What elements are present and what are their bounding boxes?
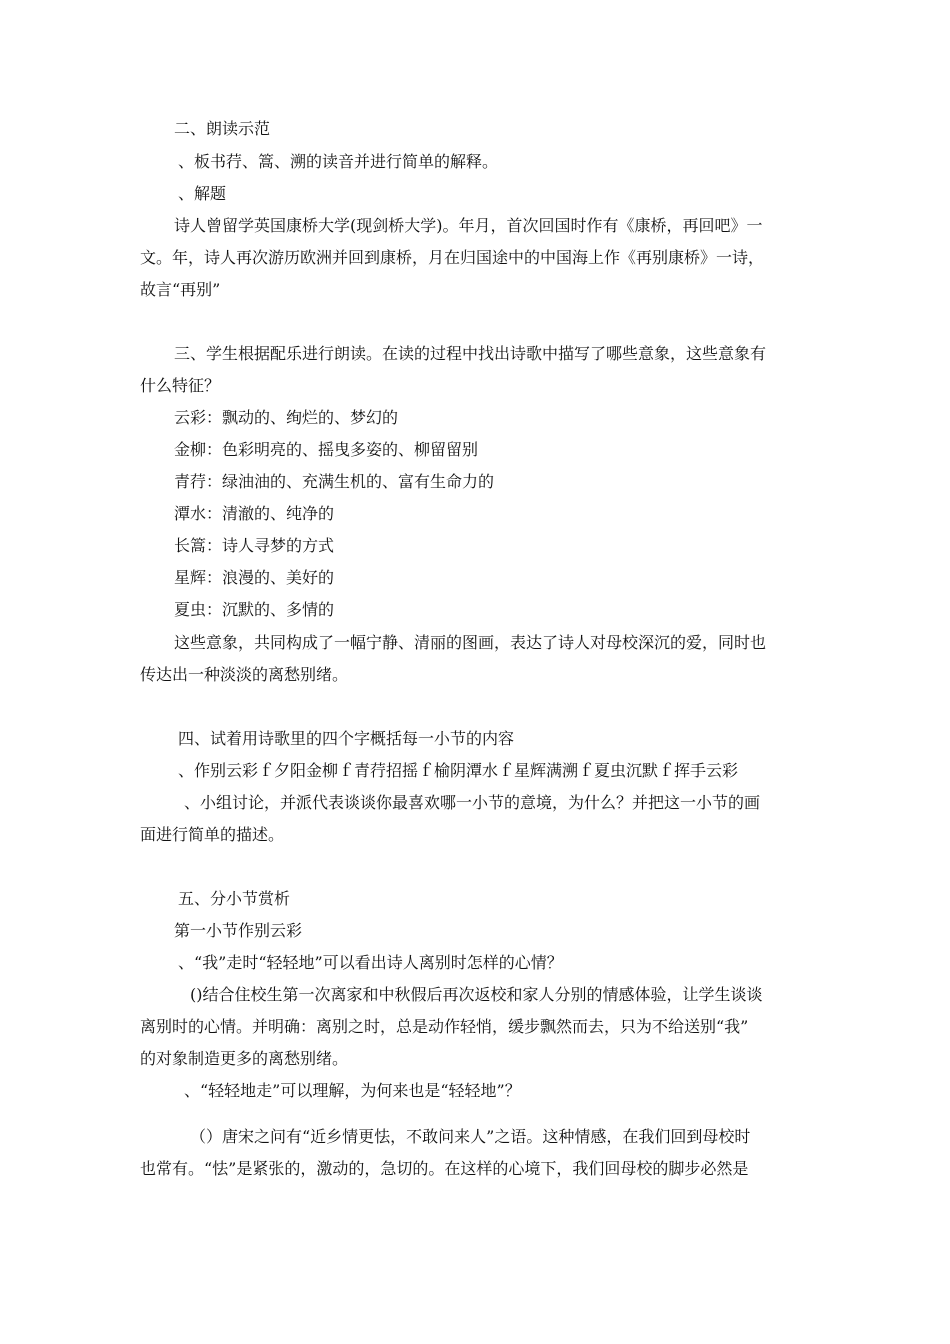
- heading-section-4: 四、试着用诗歌里的四个字概括每一小节的内容: [178, 729, 515, 748]
- text-line: 面进行简单的描述。: [140, 825, 285, 844]
- heading-section-2: 二、朗读示范: [174, 119, 271, 138]
- list-item: 云彩：飘动的、绚烂的、梦幻的: [174, 408, 399, 427]
- heading-section-5: 五、分小节赏析: [178, 889, 291, 908]
- text-line: 文。年，诗人再次游历欧洲并回到康桥，月在归国途中的中国海上作《再别康桥》一诗，: [140, 248, 765, 267]
- list-item: 潭水：清澈的、纯净的: [174, 504, 335, 523]
- text-line: 什么特征？: [140, 376, 221, 395]
- text-line: （）唐宋之问有“近乡情更怯，不敢问来人”之语。这种情感，在我们回到母校时: [190, 1127, 751, 1146]
- text-line: 、解题: [178, 184, 227, 203]
- text-line: 也常有。“怯”是紧张的，激动的，急切的。在这样的心境下，我们回母校的脚步必然是: [140, 1159, 749, 1178]
- subheading: 第一小节作别云彩: [174, 921, 303, 940]
- text-line: 、“我”走时“轻轻地”可以看出诗人离别时怎样的心情？: [178, 953, 563, 972]
- text-line: ()结合住校生第一次离家和中秋假后再次返校和家人分别的情感体验，让学生谈谈: [190, 985, 763, 1004]
- text-line: 离别时的心情。并明确：离别之时，总是动作轻悄，缓步飘然而去，只为不给送别“我”: [140, 1017, 749, 1036]
- text-line: 、小组讨论，并派代表谈谈你最喜欢哪一小节的意境，为什么？并把这一小节的画: [184, 793, 761, 812]
- heading-section-3: 三、学生根据配乐进行朗读。在读的过程中找出诗歌中描写了哪些意象，这些意象有: [174, 344, 767, 363]
- list-item: 金柳：色彩明亮的、摇曳多姿的、柳留留别: [174, 440, 479, 459]
- list-item: 青荇：绿油油的、充满生机的、富有生命力的: [174, 472, 495, 491]
- text-line: 、“轻轻地走”可以理解，为何来也是“轻轻地”？: [184, 1081, 521, 1100]
- text-line: 、板书荇、篙、溯的读音并进行简单的解释。: [178, 152, 499, 171]
- list-item: 夏虫：沉默的、多情的: [174, 600, 335, 619]
- text-line: 这些意象，共同构成了一幅宁静、清丽的图画，表达了诗人对母校深沉的爱，同时也: [174, 633, 767, 652]
- list-item: 星辉：浪漫的、美好的: [174, 568, 335, 587]
- text-line: 传达出一种淡淡的离愁别绪。: [140, 665, 349, 684]
- text-line: 、作别云彩ｆ夕阳金柳ｆ青荇招摇ｆ榆阴潭水ｆ星辉满溯ｆ夏虫沉默ｆ挥手云彩: [178, 761, 739, 780]
- text-line: 的对象制造更多的离愁别绪。: [140, 1049, 349, 1068]
- text-line: 故言“再别”: [140, 280, 221, 299]
- text-line: 诗人曾留学英国康桥大学(现剑桥大学)。年月，首次回国时作有《康桥，再回吧》一: [174, 216, 763, 235]
- list-item: 长篙：诗人寻梦的方式: [174, 536, 335, 555]
